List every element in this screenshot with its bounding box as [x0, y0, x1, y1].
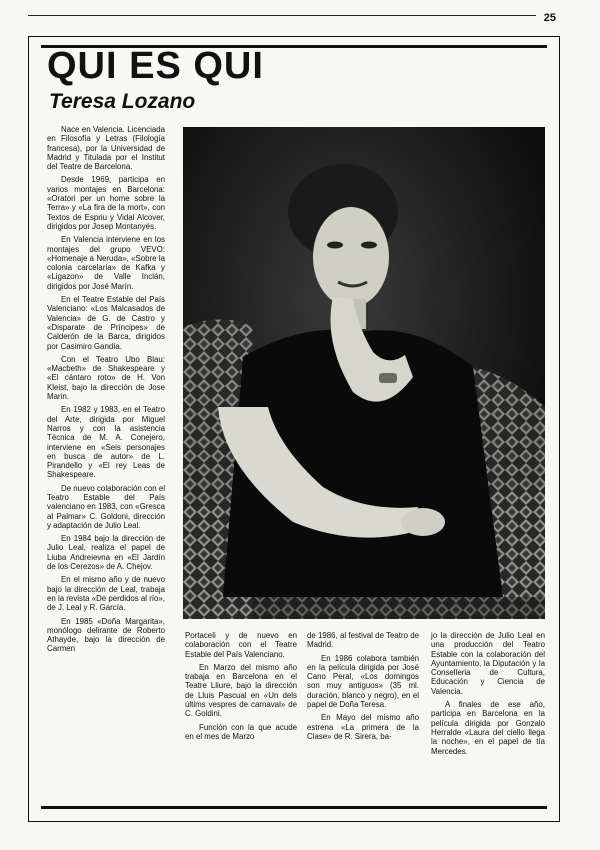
paragraph: En Valencia interviene en los montajes del grupo VEVO: «Homenaje a Neruda», «Sobre la colonia carcelaria» de Kafka y «Ligazon» de Valle Inclán, dirigidos por José Marín. [47, 235, 165, 291]
paragraph: En el Teatre Estable del País Valenciano: «Los Malcasados de Valencia» de G. de Castro y «Disparate de Príncipes» de Calderón de la Barca, dirigidos por Casimiro Gandía. [47, 295, 165, 351]
paragraph: de 1986, al festival de Teatro de Madrid. [307, 631, 419, 650]
paragraph: En 1984 bajo la dirección de Julio Leal, realiza el papel de Liuba Andreievna en «El Jardín de los Cerezos» de A. Chejov. [47, 534, 165, 572]
text-column-3 [307, 631, 419, 745]
paragraph: Desde 1969, participa en varios montajes en Barcelona: «Oratori per un home sobre la Terra» y «La fira de la mort», con Textos de Espriu y Vidal Alcover, dirigidos por Josep Montanyés. [47, 175, 165, 231]
paragraph: En 1986 colabora también en la película dirigida por José Cano Peral, «Los domingos son muy antiguos» (35 ml. duración, blanco y negro), en el papel de Doña Teresa. [307, 653, 419, 710]
subject-name: Teresa Lozano [49, 90, 196, 113]
section-title: QUI ES QUI [47, 45, 264, 87]
paragraph: En 1982 y 1983, en el Teatro del Arte, dirigida por Miguel Narros y con la asistencia Técnica de M. A. Conejero, interviene en «Seis personajes en busca de autor» de L. Pirandello y «El rey Leas de Shakespeare. [47, 405, 165, 480]
paragraph: En Marzo del mismo año trabaja en Barcelona en el Teatre Lliure, bajo la dirección de Lluis Pascual en «Un dels últims vespres de carnaval» de C. Goldini. [185, 662, 297, 719]
paragraph: Nace en Valencia. Licenciada en Filosofía y Letras (Filología francesa), por la Universidad de Madrid y Titulada por el Institut del Teatre de Barcelona. [47, 125, 165, 172]
text-column-1 [47, 125, 165, 658]
paragraph: A finales de ese año, participa en Barcelona en la película dirigida por Gonzalo Herralde «Laura del ciello llega la noche», en el papel de tía Mercedes. [431, 700, 545, 756]
paragraph: Con el Teatro Ubo Blau: «Macbeth» de Shakespeare y «El cántaro roto» de H. Von Kleist, bajo la dirección de Jose Marin. [47, 354, 165, 402]
paragraph: En el mismo año y de nuevo bajo la dirección de Leal, trabaja en la revista «De perdidos al río», de J. Leal y R. García. [47, 575, 165, 613]
footer-rule [41, 806, 547, 809]
paragraph: En 1985 «Doña Margarita», monólogo delirante de Roberto Athayde, bajo la dirección de Carmen [47, 616, 165, 654]
top-rule [28, 15, 536, 16]
text-column-4 [431, 631, 545, 760]
page-number: 25 [543, 12, 556, 24]
paragraph: En Mayo del mismo año estrena «La primera de la Clase» de R. Sirera, ba- [307, 713, 419, 741]
text-column-2 [185, 631, 297, 745]
paragraph: Función con la que acude en el mes de Marzo [185, 722, 297, 741]
portrait-photo [183, 127, 545, 619]
article-frame [28, 36, 560, 822]
paragraph: jo la dirección de Julio Leal en una producción del Teatro Estable con la colaboración del Ayuntamiento, la Diputación y la Conselleria de Cultura, Educación y Ciencia de Valencia. [431, 631, 545, 696]
paragraph: Portaceli y de nuevo en colaboración con el Teatre Estable del País Valenciano. [185, 631, 297, 659]
paragraph: De nuevo colaboración con el Teatro Estable del País valenciano en 1983, con «Gresca al Palmar» C. Goldoni, dirección y adaptación de Julio Leal. [47, 483, 165, 530]
